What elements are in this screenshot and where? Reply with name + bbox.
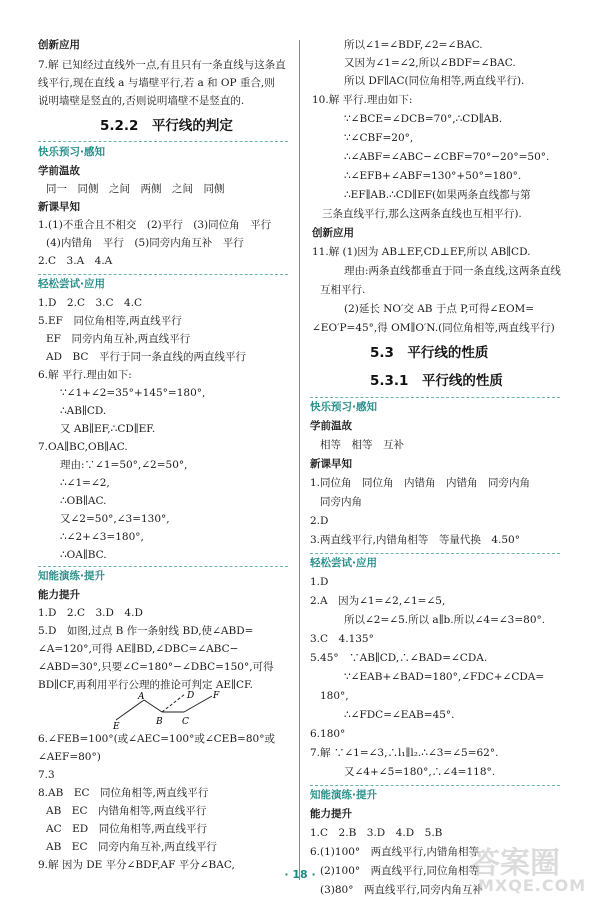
subheading: 能力提升 xyxy=(38,589,80,601)
geometry-figure xyxy=(100,690,240,730)
answer-line: 2.A 因为∠1=∠2,∠1=∠5, xyxy=(310,595,446,607)
answer-line: 10.解 平行.理由如下: xyxy=(312,94,413,106)
answer-line: 180°, xyxy=(320,690,349,702)
answer-line: 1.(1)不重合且不相交 (2)平行 (3)同位角 平行 xyxy=(38,219,272,231)
answer-line: AD BC 平行于同一条直线的两直线平行 xyxy=(46,351,246,363)
subheading: 学前温故 xyxy=(38,165,80,177)
watermark-url: MXQE.COM xyxy=(478,876,587,895)
label-D: D xyxy=(187,691,195,701)
answer-line: ∵∠EAB+∠BAD=180°,∠FDC+∠CDA= xyxy=(344,671,545,683)
answer-line: 9.解 因为 DE 平分∠BDF,AF 平分∠BAC, xyxy=(38,859,235,871)
answer-line: 又∠4+∠5=180°,∴∠4=118°. xyxy=(344,766,496,778)
answer-line: 6.(1)100° 两直线平行,内错角相等 xyxy=(310,846,480,858)
answer-line: AC ED 同位角相等,两直线平行 xyxy=(46,823,208,835)
answer-line: ∴OA∥BC. xyxy=(60,549,107,561)
divider xyxy=(38,566,288,567)
tag-practice: 知能演练·提升 xyxy=(38,570,105,582)
answer-line: 1.D xyxy=(310,576,329,588)
divider xyxy=(38,141,288,142)
tag-preview: 快乐预习·感知 xyxy=(38,146,105,158)
answer-line: (3)80° 两直线平行,同旁内角互补 xyxy=(320,884,483,896)
answer-line: (4)内错角 平行 (5)同旁内角互补 平行 xyxy=(46,237,244,249)
answer-line: 所以 DF∥AC(同位角相等,两直线平行). xyxy=(344,75,525,87)
answer-line: ∴∠FDC=∠EAB=45°. xyxy=(344,709,455,721)
tag-trial: 轻松尝试·应用 xyxy=(310,557,377,569)
subheading: 能力提升 xyxy=(310,808,352,820)
answer-line: 5.45° ∵AB∥CD,∴∠BAD=∠CDA. xyxy=(310,652,488,664)
answer-line: 同一 同侧 之间 两侧 之间 同侧 xyxy=(46,183,225,195)
answer-line: 5.D 如图,过点 B 作一条射线 BD,使∠ABD= xyxy=(38,625,254,637)
answer-line: ∵∠CBF=20°, xyxy=(344,132,414,144)
answer-line: AB EC 内错角相等,两直线平行 xyxy=(46,805,207,817)
answer-line: 7.解 ∵∠1=∠3,∴l₁∥l₂.∴∠3=∠5=62°. xyxy=(310,747,499,759)
answer-line: ∴∠ABF=∠ABC−∠CBF=70°−20°=50°. xyxy=(344,151,550,163)
page-number: · 18 · xyxy=(284,868,316,881)
divider xyxy=(38,274,288,275)
answer-line: 又 AB∥EF,∴CD∥EF. xyxy=(60,423,156,435)
label-F: F xyxy=(213,691,220,701)
answer-line: ∵∠1+∠2=35°+145°=180°, xyxy=(60,387,206,399)
tag-trial: 轻松尝试·应用 xyxy=(38,278,105,290)
answer-line: 说明墙壁是竖直的,否则说明墙壁不是竖直的. xyxy=(38,95,245,107)
label-E: E xyxy=(113,722,120,730)
answer-line: 理由:两条直线都垂直于同一条直线,这两条直线 xyxy=(344,265,561,277)
answer-line: ∴OB∥AC. xyxy=(60,495,107,507)
answer-line: ∴∠EFB+∠ABF=130°+50°=180°. xyxy=(344,170,522,182)
label-A: A xyxy=(138,692,145,702)
answer-line: ∠A=120°,可得 AE∥BD,∠DBC=∠ABC− xyxy=(38,643,239,655)
divider xyxy=(310,553,560,554)
answer-line: AB EC 同旁内角互补,两直线平行 xyxy=(46,841,217,853)
answer-line: 三条直线平行,那么这两条直线也互相平行). xyxy=(322,208,522,220)
answer-line: ∴∠1=∠2, xyxy=(60,477,110,489)
watermark-logo: 答案圈 xyxy=(470,846,560,881)
answer-line: ∴∠2+∠3=180°, xyxy=(60,531,144,543)
answer-line: 2.D xyxy=(310,515,329,527)
answer-line: (2)100° 两直线平行,同位角相等 xyxy=(320,865,480,877)
answer-line: 相等 相等 互补 xyxy=(320,439,404,451)
answer-line: 2.C 3.A 4.A xyxy=(38,255,113,267)
answer-line: 7.解 已知经过直线外一点,有且只有一条直线与这条直 xyxy=(38,59,286,71)
answer-line: EF 同旁内角互补,两直线平行 xyxy=(46,333,191,345)
answer-line: ∴AB∥CD. xyxy=(60,405,107,417)
tag-practice: 知能演练·提升 xyxy=(310,789,377,801)
answer-line: 又因为∠1=∠2,所以∠BDF=∠BAC. xyxy=(344,57,516,69)
answer-line: 理由:∵∠1=50°,∠2=50°, xyxy=(60,459,188,471)
section-title-5-3-1: 5.3.1 平行线的性质 xyxy=(370,373,503,389)
answer-line: 1.D 2.C 3.D 4.D xyxy=(38,607,143,619)
section-title-5-3: 5.3 平行线的性质 xyxy=(370,345,489,361)
answer-line: 1.同位角 同位角 内错角 内错角 同旁内角 xyxy=(310,477,531,489)
answer-line: 11.解 (1)因为 AB⊥EF,CD⊥EF,所以 AB∥CD. xyxy=(312,246,531,258)
answer-line: ∠AEF=80°) xyxy=(38,751,101,763)
answer-line: 6.∠FEB=100°(或∠AEC=100°或∠CEB=80°或 xyxy=(38,733,275,745)
answer-line: 又∠2=50°,∠3=130°, xyxy=(60,513,170,525)
section-title-5-2-2: 5.2.2 平行线的判定 xyxy=(100,118,233,134)
label-B: B xyxy=(156,717,163,727)
answer-line: 8.AB EC 同位角相等,两直线平行 xyxy=(38,787,209,799)
answer-line: 3.两直线平行,内错角相等 等量代换 4.50° xyxy=(310,534,520,546)
answer-line: 所以∠2=∠5.所以 a∥b.所以∠4=∠3=80°. xyxy=(344,614,546,626)
answer-line: 互相平行. xyxy=(320,284,366,296)
answer-line: 线平行,现在直线 a 与墙壁平行,若 a 和 OP 重合,则 xyxy=(38,77,275,89)
subheading: 新课早知 xyxy=(38,201,80,213)
answer-line: ∠ABD=30°,只要∠C=180°−∠DBC=150°,可得 xyxy=(38,661,274,673)
answer-line: 7.OA∥BC,OB∥AC. xyxy=(38,441,128,453)
answer-line: 所以∠1=∠BDF,∠2=∠BAC. xyxy=(344,39,483,51)
answer-line: 1.D 2.C 3.C 4.C xyxy=(38,297,143,309)
answer-line: 6.解 平行.理由如下: xyxy=(38,369,132,381)
label-C: C xyxy=(182,717,189,727)
subheading: 学前温故 xyxy=(310,420,352,432)
answer-line: ∵∠BCE=∠DCB=70°,∴CD∥AB. xyxy=(344,113,503,125)
heading-innovation: 创新应用 xyxy=(38,39,80,51)
subheading: 新课早知 xyxy=(310,458,352,470)
divider xyxy=(310,785,560,786)
answer-line: (2)延长 NO′交 AB 于点 P,可得∠EOM= xyxy=(344,303,535,315)
answer-line: 同旁内角 xyxy=(320,496,362,508)
answer-line: BD∥CF,再利用平行公理的推论可判定 AE∥CF. xyxy=(38,679,253,691)
answer-line: 6.180° xyxy=(310,728,346,740)
divider xyxy=(310,397,560,398)
answer-line: ∠EO′P=45°,得 OM∥O′N.(同位角相等,两直线平行) xyxy=(312,322,555,334)
answer-line: ∴EF∥AB.∴CD∥EF(如果两条直线都与第 xyxy=(344,189,531,201)
tag-preview: 快乐预习·感知 xyxy=(310,401,377,413)
heading-innovation: 创新应用 xyxy=(312,227,354,239)
answer-line: 7.3 xyxy=(38,769,55,781)
column-divider xyxy=(299,40,300,880)
answer-line: 3.C 4.135° xyxy=(310,633,374,645)
answer-line: 1.C 2.B 3.D 4.D 5.B xyxy=(310,827,443,839)
answer-line: 5.EF 同位角相等,两直线平行 xyxy=(38,315,182,327)
